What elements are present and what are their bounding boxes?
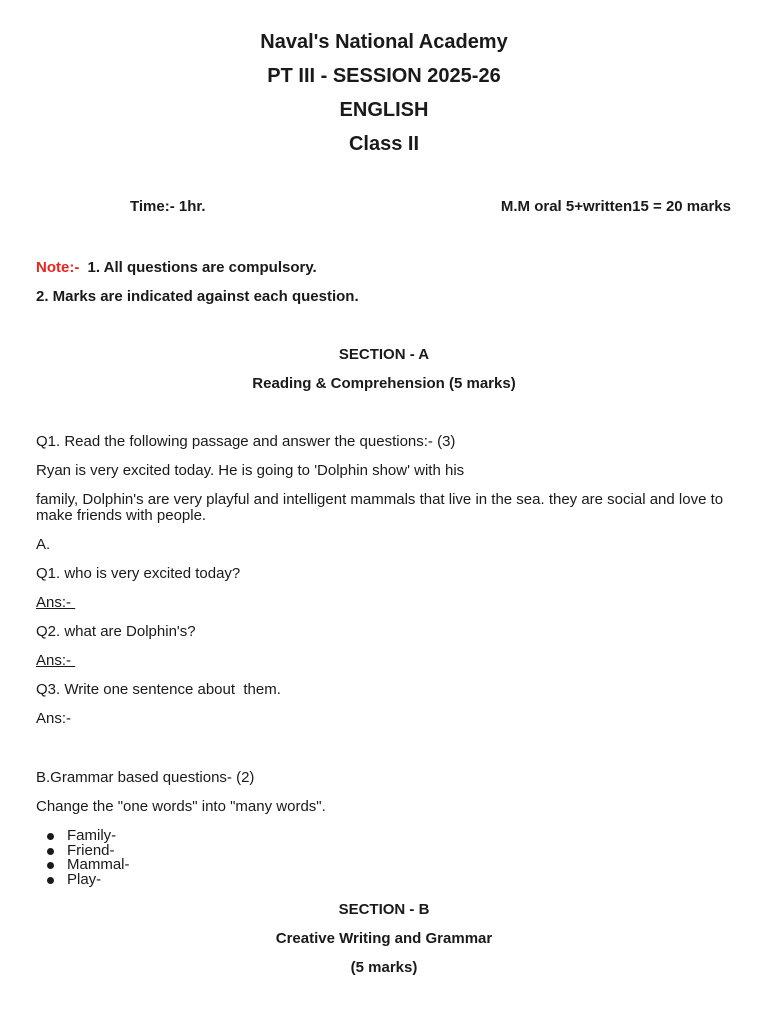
part-b-instruction: Change the "one words" into "many words". <box>36 798 326 815</box>
answer-3-label: Ans:- <box>36 710 72 727</box>
sub-question-2: Q2. what are Dolphin's? <box>36 623 196 640</box>
sub-question-1: Q1. who is very excited today? <box>36 565 241 582</box>
word-list <box>47 829 130 887</box>
passage-line-1: Ryan is very excited today. He is going to 'Dolphin show' with his <box>36 462 465 479</box>
passage-line-2: family, Dolphin's are very playful and intelligent mammals that live in the sea. they are social and love to make friends with people. <box>36 491 724 524</box>
bullet-icon <box>47 877 54 884</box>
class-title: Class II <box>348 133 420 155</box>
part-a-label: A. <box>36 536 51 553</box>
word-play: Play- <box>67 870 102 888</box>
question-1-intro: Q1. Read the following passage and answer the questions:- (3) <box>36 433 456 450</box>
section-b-title: SECTION - B <box>338 901 430 918</box>
max-marks-label: M.M oral 5+written15 = 20 marks <box>500 198 731 215</box>
list-item <box>47 870 130 888</box>
note-line-1 <box>36 259 317 276</box>
bullet-icon <box>47 833 54 840</box>
section-b-marks: (5 marks) <box>350 959 418 976</box>
note-point-1: 1. All questions are compulsory. <box>87 259 317 276</box>
exam-title: PT III - SESSION 2025-26 <box>267 65 501 87</box>
school-name: Naval's National Academy <box>260 31 508 53</box>
note-label: Note:- <box>36 259 80 276</box>
section-a-title: SECTION - A <box>338 346 430 363</box>
word-mammal: Mammal- <box>67 856 130 874</box>
answer-2-label: Ans:- <box>36 652 76 669</box>
bullet-icon <box>47 862 54 869</box>
subject-title: ENGLISH <box>339 99 429 121</box>
answer-1-label: Ans:- <box>36 594 76 611</box>
section-b-subtitle: Creative Writing and Grammar <box>275 930 493 947</box>
word-friend: Friend- <box>67 841 115 859</box>
bullet-icon <box>47 848 54 855</box>
note-point-2: 2. Marks are indicated against each question. <box>36 288 359 305</box>
sub-question-3: Q3. Write one sentence about them. <box>36 681 281 698</box>
time-label: Time:- 1hr. <box>130 198 206 215</box>
word-family: Family- <box>67 827 117 844</box>
section-a-subtitle: Reading & Comprehension (5 marks) <box>252 375 516 392</box>
part-b-title: B.Grammar based questions- (2) <box>36 769 255 786</box>
